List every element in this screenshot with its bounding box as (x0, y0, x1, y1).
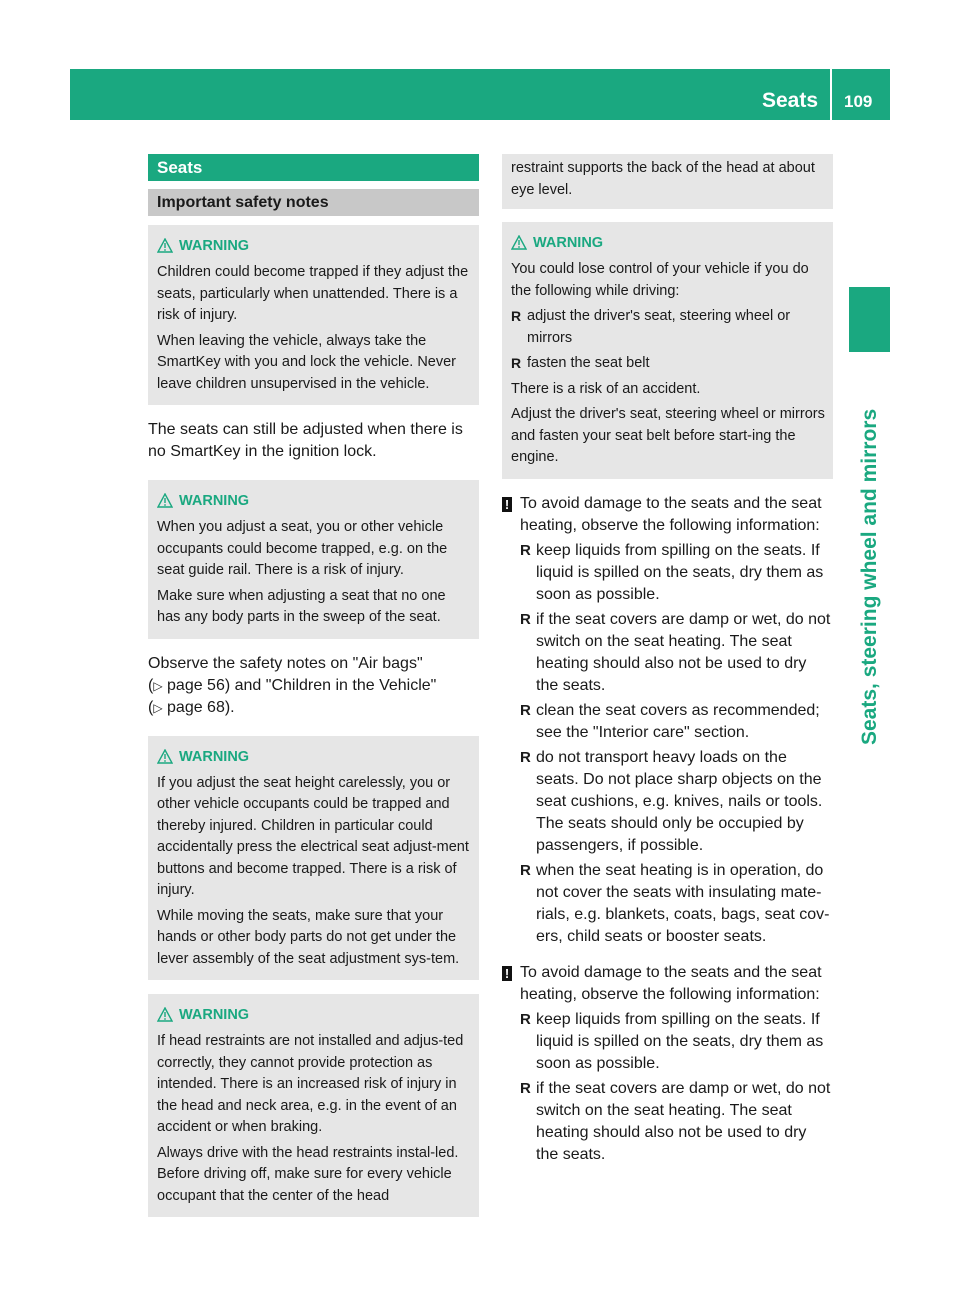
warning-text: Children could become trapped if they adjust the seats, particularly when unattended. There is a risk of injury. (157, 264, 469, 323)
warning-triangle-icon (157, 238, 173, 253)
list-item: R if the seat covers are damp or wet, do not switch on the seat heating. The seat heating should also not be used to dry the seats. (520, 609, 833, 697)
warning-title: WARNING (511, 233, 825, 253)
warning-text: If head restraints are not installed and adjus-ted correctly, they cannot provide protection as intended. There is an increased risk of injury in the head and neck area, e.g. in the event of an accident or when braking. (157, 1033, 464, 1135)
list-item: R keep liquids from spilling on the seats. If liquid is spilled on the seats, dry them as soon as possible. (520, 540, 833, 606)
body-paragraph: The seats can still be adjusted when there is no SmartKey in the ignition lock. (148, 421, 463, 460)
note-text: To avoid damage to the seats and the seat heating, observe the following information: (520, 963, 822, 1003)
side-tab-marker (849, 287, 890, 352)
list-item: R if the seat covers are damp or wet, do not switch on the seat heating. The seat heating should also not be used to dry the seats. (520, 1078, 833, 1166)
warning-box (148, 480, 479, 639)
warning-text: When leaving the vehicle, always take the SmartKey with you and lock the vehicle. Never leave children unsupervised in the vehicle. (157, 332, 456, 392)
warning-box (148, 736, 479, 981)
warning-title: WARNING (157, 236, 471, 256)
list-item: R keep liquids from spilling on the seats. If liquid is spilled on the seats, dry them as soon as possible. (520, 1009, 833, 1075)
section-title: Seats (148, 154, 479, 181)
list-item: R clean the seat covers as recommended; see the "Interior care" section. (520, 700, 833, 744)
warning-triangle-icon (157, 749, 173, 764)
warning-text: Always drive with the head restraints instal-led. Before driving off, make sure for every vehicle occupant that the center of the head (157, 1144, 459, 1204)
subsection-title: Important safety notes (148, 189, 479, 216)
page-number: 109 (844, 92, 873, 111)
warning-box (148, 994, 479, 1217)
warning-text: You could lose control of your vehicle if you do the following while driving: (511, 261, 809, 299)
note-block (502, 962, 833, 1006)
note-text: To avoid damage to the seats and the seat heating, observe the following information: (520, 494, 822, 534)
note-list (502, 540, 833, 948)
warning-title: WARNING (157, 1005, 471, 1025)
warning-triangle-icon (157, 1007, 173, 1022)
list-item: R do not transport heavy loads on the seats. Do not place sharp objects on the seat cushions, e.g. knives, nails or tools. The seats should only be occupied by passengers, if possible. (520, 747, 833, 857)
left-column (148, 154, 479, 1231)
header-divider (830, 69, 832, 120)
warning-triangle-icon (511, 235, 527, 250)
exclamation-icon: ! (502, 497, 512, 512)
page-ref-arrow-icon: ▷ (153, 678, 163, 693)
warning-box-continued (502, 154, 833, 209)
warning-text: If you adjust the seat height carelessly, you or other vehicle occupants could be trapped and thereby injured. Children in particular could accidentally press the electrical seat adjust-ment buttons and become trapped. There is a risk of injury. (157, 774, 469, 898)
page-ref-arrow-icon: ▷ (153, 700, 163, 715)
header-title: Seats (762, 89, 819, 112)
warning-text: There is a risk of an accident. (511, 380, 701, 397)
warning-text: When you adjust a seat, you or other vehicle occupants could become trapped, e.g. on the seat guide rail. There is a risk of injury. (157, 519, 448, 578)
warning-title: WARNING (157, 491, 471, 511)
list-item: R fasten the seat belt (511, 353, 825, 375)
note-list (502, 1009, 833, 1166)
list-item: R adjust the driver's seat, steering wheel or mirrors (511, 306, 825, 349)
page-reference-link[interactable]: page 68). (167, 698, 235, 716)
body-paragraph: Observe the safety notes on "Air bags" (▷ page 56) and "Children in the Vehicle" (▷ page 68). (148, 654, 437, 716)
warning-box (148, 225, 479, 405)
warning-title: WARNING (157, 747, 471, 767)
right-column (502, 154, 833, 1180)
side-tab-label: Seats, steering wheel and mirrors (858, 408, 881, 745)
note-block (502, 493, 833, 537)
warning-text: restraint supports the back of the head at about eye level. (511, 160, 815, 198)
warning-triangle-icon (157, 493, 173, 508)
warning-box (502, 222, 833, 479)
warning-text: Adjust the driver's seat, steering wheel or mirrors and fasten your seat belt before start-ing the engine. (511, 406, 825, 465)
warning-text: Make sure when adjusting a seat that no one has any body parts in the sweep of the seat. (157, 587, 446, 625)
list-item: R when the seat heating is in operation, do not cover the seats with insulating mate-rials, e.g. blankets, coats, bags, seat cov-ers, child seats or booster seats. (520, 860, 833, 948)
exclamation-icon: ! (502, 966, 512, 981)
warning-text: While moving the seats, make sure that your hands or other body parts do not get under the lever assembly of the seat adjustment sys-tem. (157, 907, 460, 967)
page-reference-link[interactable]: page 56) and "Children in the Vehicle" (167, 676, 437, 694)
